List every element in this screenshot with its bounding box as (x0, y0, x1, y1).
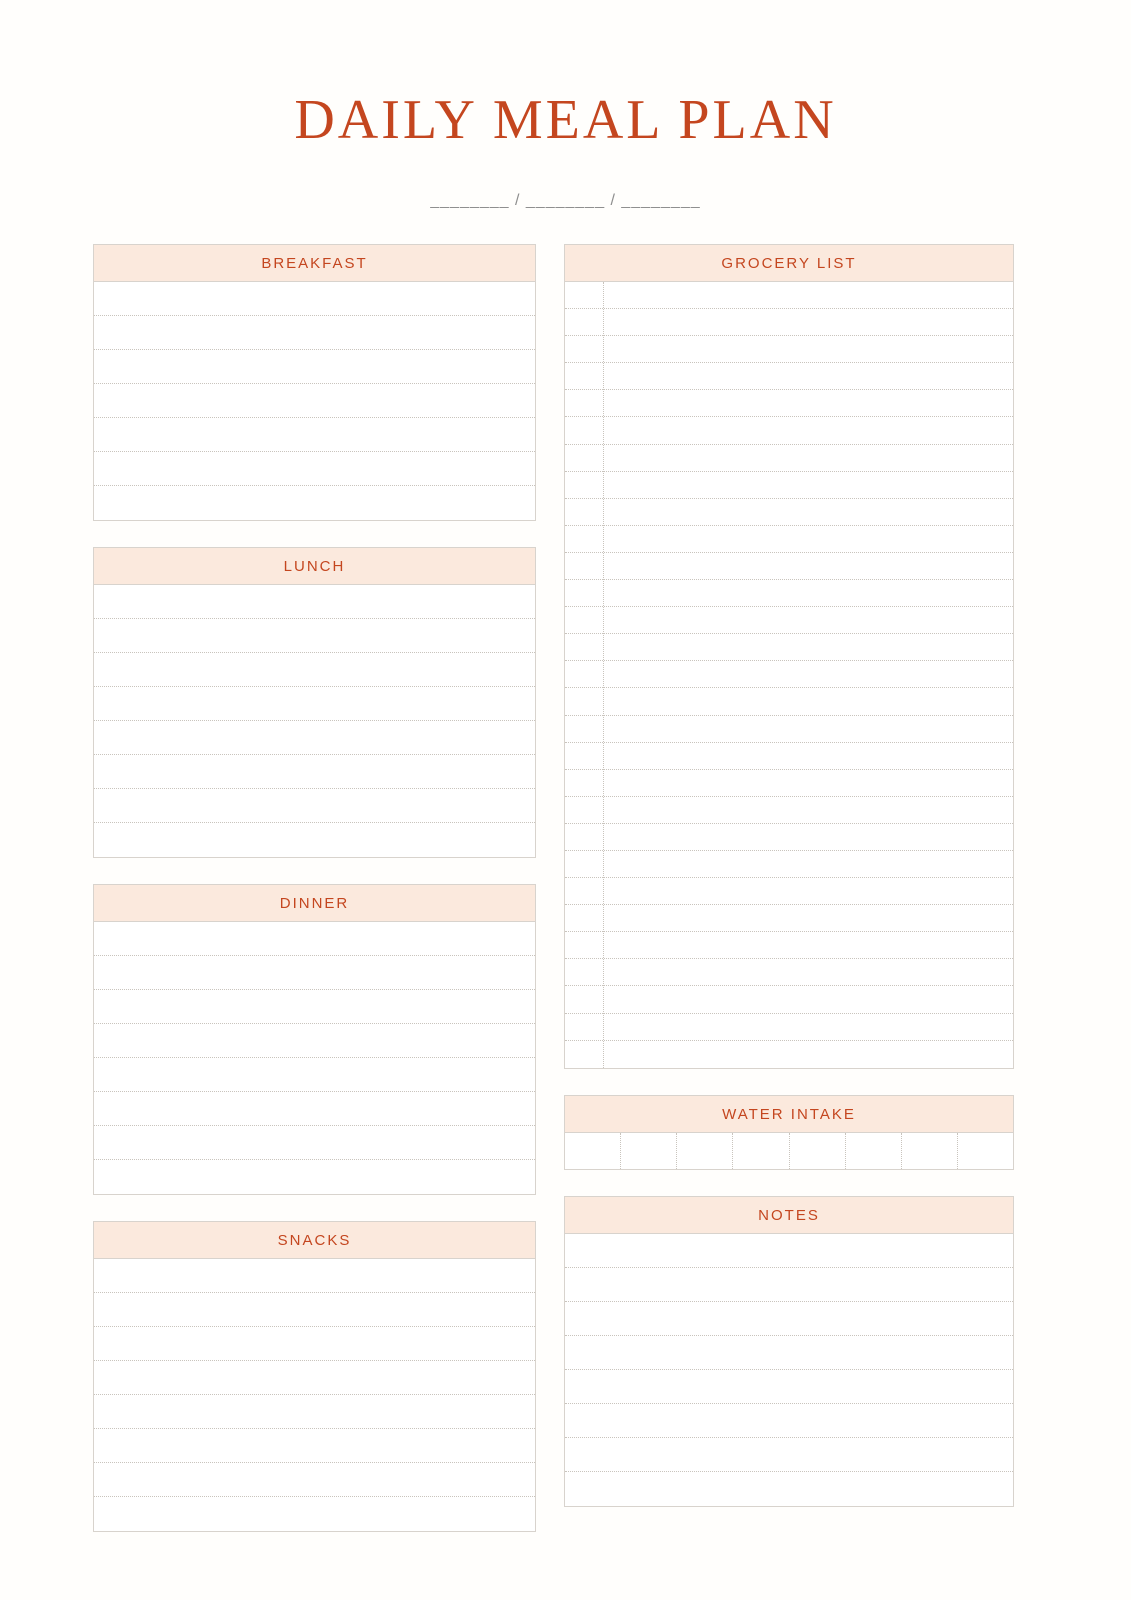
water-glass-cell[interactable] (846, 1133, 902, 1169)
write-line[interactable] (94, 282, 535, 316)
write-line[interactable] (94, 585, 535, 619)
write-line[interactable] (94, 1160, 535, 1194)
write-line[interactable] (94, 789, 535, 823)
grocery-list-lines[interactable] (565, 282, 1013, 1068)
write-line[interactable] (565, 743, 1013, 770)
grocery-list-header: GROCERY LIST (565, 245, 1013, 282)
write-line[interactable] (94, 316, 535, 350)
breakfast-section (93, 244, 536, 521)
write-line[interactable] (94, 1126, 535, 1160)
write-line[interactable] (94, 1259, 535, 1293)
write-line[interactable] (565, 1370, 1013, 1404)
write-line[interactable] (565, 499, 1013, 526)
write-line[interactable] (94, 452, 535, 486)
write-line[interactable] (94, 1293, 535, 1327)
write-line[interactable] (565, 716, 1013, 743)
write-line[interactable] (565, 688, 1013, 715)
write-line[interactable] (565, 417, 1013, 444)
page-title: DAILY MEAL PLAN (294, 89, 837, 151)
write-line[interactable] (565, 553, 1013, 580)
write-line[interactable] (94, 1463, 535, 1497)
write-line[interactable] (565, 986, 1013, 1013)
write-line[interactable] (565, 1268, 1013, 1302)
grocery-list-section (564, 244, 1014, 1069)
water-glass-cell[interactable] (621, 1133, 677, 1169)
write-line[interactable] (565, 851, 1013, 878)
write-line[interactable] (565, 607, 1013, 634)
lunch-section (93, 547, 536, 858)
write-line[interactable] (565, 363, 1013, 390)
water-glass-cell[interactable] (790, 1133, 846, 1169)
checkbox-column-divider (603, 282, 604, 1068)
write-line[interactable] (565, 1041, 1013, 1068)
left-column (93, 244, 536, 1558)
write-line[interactable] (94, 1024, 535, 1058)
write-line[interactable] (94, 1327, 535, 1361)
write-line[interactable] (565, 932, 1013, 959)
snacks-header: SNACKS (94, 1222, 535, 1259)
notes-lines[interactable] (565, 1234, 1013, 1506)
write-line[interactable] (565, 445, 1013, 472)
dinner-header: DINNER (94, 885, 535, 922)
right-column (564, 244, 1014, 1558)
write-line[interactable] (565, 1404, 1013, 1438)
write-line[interactable] (565, 797, 1013, 824)
write-line[interactable] (565, 390, 1013, 417)
lunch-lines[interactable] (94, 585, 535, 857)
write-line[interactable] (94, 1361, 535, 1395)
write-line[interactable] (565, 770, 1013, 797)
water-glass-cell[interactable] (565, 1133, 621, 1169)
notes-section (564, 1196, 1014, 1507)
write-line[interactable] (94, 990, 535, 1024)
breakfast-lines[interactable] (94, 282, 535, 520)
write-line[interactable] (94, 653, 535, 687)
write-line[interactable] (565, 282, 1013, 309)
snacks-section (93, 1221, 536, 1532)
dinner-section (93, 884, 536, 1195)
write-line[interactable] (565, 580, 1013, 607)
breakfast-header: BREAKFAST (94, 245, 535, 282)
write-line[interactable] (94, 755, 535, 789)
write-line[interactable] (94, 823, 535, 857)
snacks-lines[interactable] (94, 1259, 535, 1531)
write-line[interactable] (565, 959, 1013, 986)
write-line[interactable] (565, 1302, 1013, 1336)
write-line[interactable] (565, 336, 1013, 363)
write-line[interactable] (94, 350, 535, 384)
content-columns (93, 244, 1038, 1558)
dinner-lines[interactable] (94, 922, 535, 1194)
write-line[interactable] (94, 1429, 535, 1463)
write-line[interactable] (565, 905, 1013, 932)
write-line[interactable] (94, 384, 535, 418)
write-line[interactable] (94, 619, 535, 653)
write-line[interactable] (94, 956, 535, 990)
write-line[interactable] (565, 1438, 1013, 1472)
write-line[interactable] (94, 1395, 535, 1429)
write-line[interactable] (94, 1092, 535, 1126)
write-line[interactable] (565, 1234, 1013, 1268)
write-line[interactable] (565, 824, 1013, 851)
write-line[interactable] (565, 1014, 1013, 1041)
write-line[interactable] (94, 721, 535, 755)
write-line[interactable] (94, 1497, 535, 1531)
write-line[interactable] (94, 922, 535, 956)
write-line[interactable] (94, 418, 535, 452)
write-line[interactable] (565, 661, 1013, 688)
date-field[interactable]: ________ / ________ / ________ (430, 192, 701, 209)
write-line[interactable] (565, 1472, 1013, 1506)
write-line[interactable] (565, 878, 1013, 905)
notes-header: NOTES (565, 1197, 1013, 1234)
write-line[interactable] (565, 634, 1013, 661)
write-line[interactable] (94, 1058, 535, 1092)
water-intake-cells[interactable] (565, 1133, 1013, 1169)
water-intake-section (564, 1095, 1014, 1170)
water-intake-header: WATER INTAKE (565, 1096, 1013, 1133)
write-line[interactable] (94, 486, 535, 520)
write-line[interactable] (94, 687, 535, 721)
lunch-header: LUNCH (94, 548, 535, 585)
write-line[interactable] (565, 309, 1013, 336)
write-line[interactable] (565, 1336, 1013, 1370)
water-glass-cell[interactable] (677, 1133, 733, 1169)
water-glass-cell[interactable] (733, 1133, 789, 1169)
water-glass-cell[interactable] (958, 1133, 1013, 1169)
water-glass-cell[interactable] (902, 1133, 958, 1169)
write-line[interactable] (565, 472, 1013, 499)
write-line[interactable] (565, 526, 1013, 553)
